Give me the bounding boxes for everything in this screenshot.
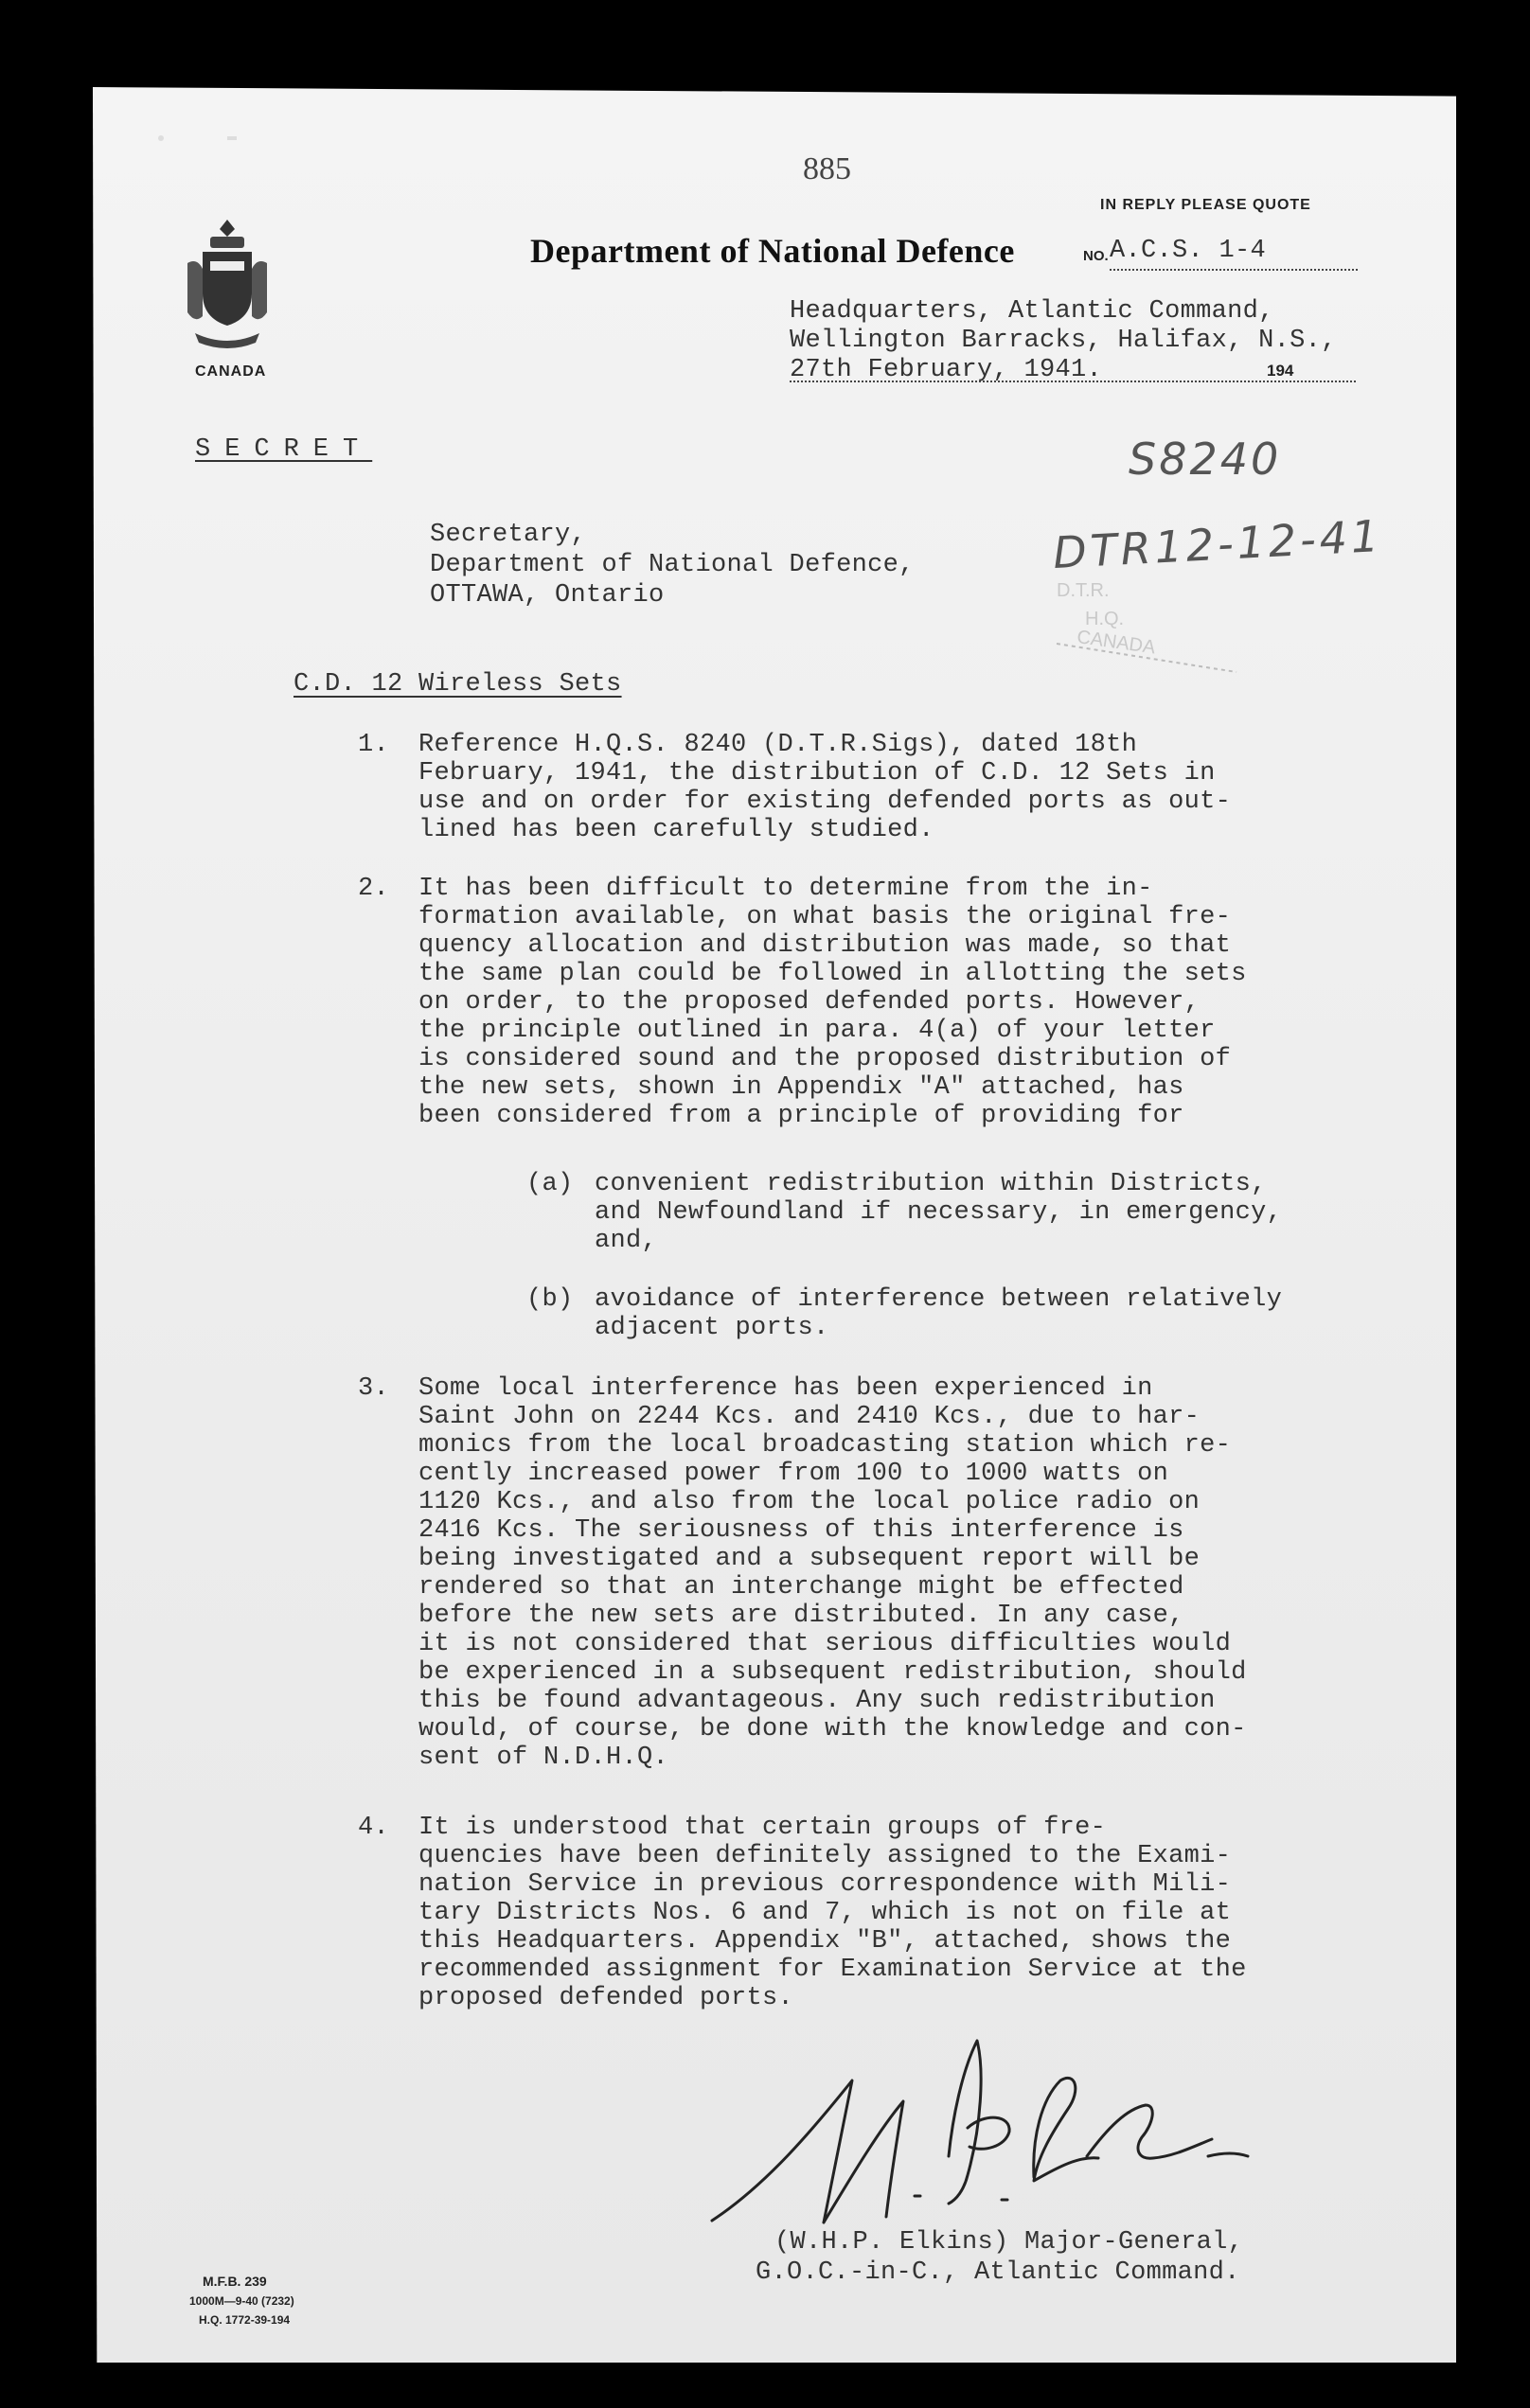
form-code: 1000M—9-40 (7232) bbox=[189, 2294, 294, 2308]
sub-item-label: (a) bbox=[526, 1170, 574, 1198]
paragraph-line: It has been difficult to determine from the in- bbox=[418, 875, 1153, 903]
punch-marks bbox=[151, 134, 246, 144]
sub-item-line: avoidance of interference between relatively bbox=[595, 1285, 1283, 1314]
page-number: 885 bbox=[803, 151, 851, 186]
address-line: Wellington Barracks, Halifax, N.S., bbox=[790, 327, 1337, 355]
canada-coat-of-arms-icon bbox=[182, 216, 273, 358]
form-code: M.F.B. 239 bbox=[203, 2274, 267, 2289]
paragraph-line: rendered so that an interchange might be effected bbox=[418, 1573, 1184, 1602]
sub-item-line: convenient redistribution within Districts, bbox=[595, 1170, 1267, 1198]
paragraph-line: the new sets, shown in Appendix "A" attached, has bbox=[418, 1073, 1184, 1102]
paragraph-line: 2416 Kcs. The seriousness of this interference is bbox=[418, 1516, 1184, 1545]
paragraph-line: lined has been carefully studied. bbox=[418, 816, 934, 844]
department-title: Department of National Defence bbox=[530, 232, 1015, 270]
security-classification: SECRET bbox=[195, 435, 373, 464]
handwritten-routing: DTR12-12-41 bbox=[1051, 509, 1384, 579]
recipient-line: Department of National Defence, bbox=[430, 551, 915, 579]
address-line: Headquarters, Atlantic Command, bbox=[790, 297, 1274, 326]
paragraph-line: Some local interference has been experienced in bbox=[418, 1374, 1153, 1403]
paragraph-line: this be found advantageous. Any such redistribution bbox=[418, 1687, 1216, 1715]
paragraph-line: proposed defended ports. bbox=[418, 1984, 794, 2012]
paragraph-line: cently increased power from 100 to 1000 watts on bbox=[418, 1460, 1169, 1488]
paragraph-line: It is understood that certain groups of fre- bbox=[418, 1814, 1107, 1842]
faded-received-stamp bbox=[1038, 568, 1246, 682]
reply-quote-label: IN REPLY PLEASE QUOTE bbox=[1100, 197, 1311, 213]
sub-item-line: and, bbox=[595, 1227, 658, 1255]
crest-caption: CANADA bbox=[195, 363, 267, 380]
paragraph-line: being investigated and a subsequent report will be bbox=[418, 1545, 1201, 1573]
date-year-prefix: 194 bbox=[1267, 362, 1294, 380]
sub-item-line: adjacent ports. bbox=[595, 1314, 829, 1342]
paragraph-line: would, of course, be done with the knowledge and con- bbox=[418, 1715, 1247, 1744]
paragraph-line: monics from the local broadcasting station which re- bbox=[418, 1431, 1232, 1460]
paragraph-line: use and on order for existing defended ports as out- bbox=[418, 788, 1232, 816]
paragraph-line: is considered sound and the proposed distribution of bbox=[418, 1045, 1232, 1073]
paragraph-line: this Headquarters. Appendix "B", attached, shows the bbox=[418, 1927, 1232, 1956]
paragraph-line: tary Districts Nos. 6 and 7, which is not on file at bbox=[418, 1899, 1232, 1927]
file-number-label: NO. bbox=[1083, 248, 1109, 264]
paragraph-number: 3. bbox=[358, 1374, 390, 1403]
paragraph-line: it is not considered that serious difficulties would bbox=[418, 1630, 1232, 1658]
paragraph-number: 4. bbox=[358, 1814, 390, 1842]
signatory-appointment: G.O.C.-in-C., Atlantic Command. bbox=[756, 2258, 1240, 2287]
paragraph-line: 1120 Kcs., and also from the local police radio on bbox=[418, 1488, 1201, 1516]
paragraph-line: been considered from a principle of providing for bbox=[418, 1102, 1184, 1130]
paragraph-line: the principle outlined in para. 4(a) of your letter bbox=[418, 1017, 1216, 1045]
paragraph-line: sent of N.D.H.Q. bbox=[418, 1744, 669, 1772]
paragraph-line: quency allocation and distribution was made, so that bbox=[418, 931, 1232, 960]
paragraph-line: February, 1941, the distribution of C.D. 12 Sets in bbox=[418, 759, 1216, 788]
paragraph-line: on order, to the proposed defended ports. However, bbox=[418, 988, 1201, 1017]
paragraph-line: Reference H.Q.S. 8240 (D.T.R.Sigs), dated 18th bbox=[418, 731, 1138, 759]
file-number: A.C.S. 1-4 bbox=[1110, 237, 1267, 265]
paragraph-line: recommended assignment for Examination Service at the bbox=[418, 1956, 1247, 1984]
sub-item-label: (b) bbox=[526, 1285, 574, 1314]
recipient-line: OTTAWA, Ontario bbox=[430, 581, 665, 610]
handwritten-reference: S8240 bbox=[1129, 434, 1282, 485]
paragraph-line: Saint John on 2244 Kcs. and 2410 Kcs., due to har- bbox=[418, 1403, 1201, 1431]
signatory-name-rank: (W.H.P. Elkins) Major-General, bbox=[774, 2228, 1244, 2257]
paragraph-number: 2. bbox=[358, 875, 390, 903]
paragraph-line: formation available, on what basis the original fre- bbox=[418, 903, 1232, 931]
paragraph-line: the same plan could be followed in allotting the sets bbox=[418, 960, 1247, 988]
svg-text:D.T.R.: D.T.R. bbox=[1057, 580, 1110, 601]
paragraph-line: before the new sets are distributed. In any case, bbox=[418, 1602, 1184, 1630]
paragraph-number: 1. bbox=[358, 731, 390, 759]
date-rule bbox=[790, 381, 1356, 382]
sub-item-line: and Newfoundland if necessary, in emergency, bbox=[595, 1198, 1283, 1227]
svg-text:H.Q.: H.Q. bbox=[1085, 609, 1125, 629]
paragraph-line: be experienced in a subsequent redistribution, should bbox=[418, 1658, 1247, 1687]
form-code: H.Q. 1772-39-194 bbox=[199, 2313, 291, 2327]
letter-date: 27th February, 1941. bbox=[790, 356, 1103, 384]
subject-line: C.D. 12 Wireless Sets bbox=[294, 670, 622, 699]
svg-text:CANADA: CANADA bbox=[1076, 627, 1157, 659]
paragraph-line: quencies have been definitely assigned to the Exami- bbox=[418, 1842, 1232, 1870]
paragraph-line: nation Service in previous correspondence with Mili- bbox=[418, 1870, 1232, 1899]
file-number-rule bbox=[1110, 269, 1358, 271]
recipient-line: Secretary, bbox=[430, 521, 587, 549]
